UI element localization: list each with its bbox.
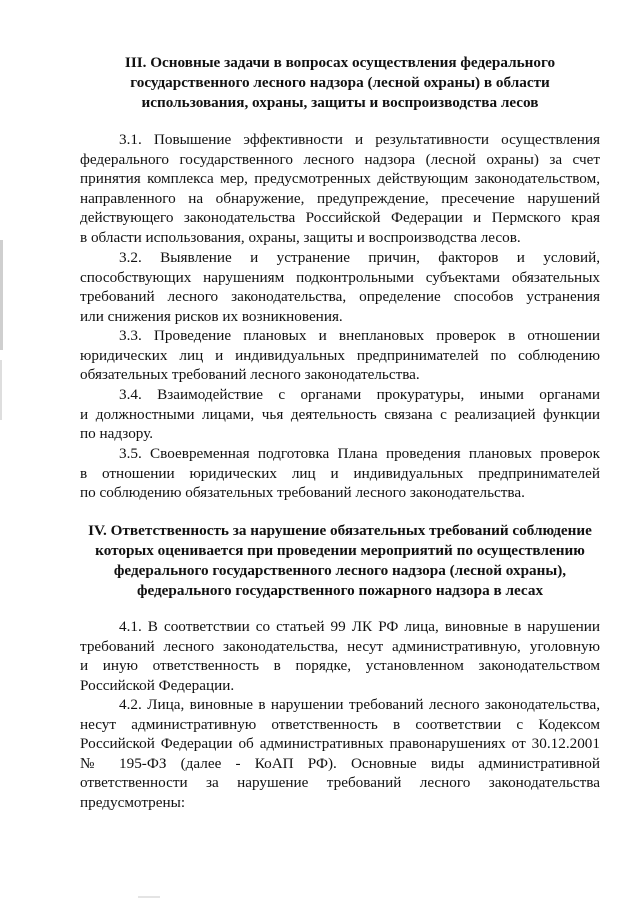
text-line: и должностными лицами, чья деятельность связана с реализацией функции (80, 405, 600, 423)
text-line: или снижения рисков их возникновения. (80, 307, 343, 325)
paragraph-3-2 (80, 248, 600, 326)
heading-line: государственного лесного надзора (лесной охраны) в области (130, 74, 550, 91)
scan-margin-mark (0, 240, 3, 350)
heading-line: использования, охраны, защиты и воспроизводства лесов (141, 94, 539, 111)
section-4-heading (80, 521, 600, 601)
text-line: действующего законодательства Российской Федерации и Пермского края (80, 209, 600, 227)
paragraph-3-1 (80, 130, 600, 248)
text-line: по соблюдению обязательных требований лесного законодательства. (80, 484, 525, 502)
text-line: 3.2. Выявление и устранение причин, факторов и условий, (119, 249, 600, 266)
paragraph-3-4 (80, 385, 600, 444)
text-line: направленного на обнаружение, предупреждение, пресечение нарушений (80, 189, 600, 207)
text-line: в отношении юридических лиц и индивидуальных предпринимателей (80, 464, 600, 482)
paragraph-3-3 (80, 326, 600, 385)
text-line: 3.4. Взаимодействие с органами прокуратуры, иными органами (119, 386, 600, 403)
text-line: по надзору. (80, 425, 154, 443)
text-line: 4.1. В соответствии со статьей 99 ЛК РФ лица, виновные в нарушении (119, 618, 600, 635)
heading-line: федерального государственного лесного надзора (лесной охраны), (113, 562, 567, 579)
text-line: обязательных требований лесного законодательства. (80, 366, 420, 384)
text-line: требований лесного законодательства, несут административную, уголовную (80, 637, 600, 655)
section-3-heading (80, 53, 600, 113)
text-line: несут административную ответственность в соответствии с Кодексом (80, 715, 600, 733)
text-line: 4.2. Лица, виновные в нарушении требований лесного законодательства, (119, 696, 600, 713)
text-line: № 195-ФЗ (далее - КоАП РФ). Основные виды административной (80, 754, 600, 772)
text-line: способствующих нарушениям подконтрольными субъектами обязательных (80, 268, 600, 286)
text-line: в области использования, охраны, защиты и воспроизводства лесов. (80, 228, 521, 246)
scan-speck (138, 896, 160, 898)
text-line: ответственности за нарушение требований лесного законодательства (80, 774, 600, 792)
scan-margin-mark (0, 360, 2, 420)
text-line: федерального государственного лесного надзора (лесной охраны) за счет (80, 150, 600, 168)
heading-line: федерального государственного пожарного надзора в лесах (136, 582, 544, 599)
text-line: предусмотрены: (80, 793, 186, 811)
text-line: принятия комплекса мер, предусмотренных действующим законодательством, (80, 170, 600, 188)
paragraph-4-2 (80, 695, 600, 813)
text-line: требований лесного законодательства, определение способов устранения (80, 288, 600, 306)
text-line: юридических лиц и индивидуальных предпринимателей по соблюдению (80, 346, 600, 364)
text-line: Российской Федерации об административных правонарушениях от 30.12.2001 (80, 735, 600, 753)
text-line: 3.5. Своевременная подготовка Плана проведения плановых проверок (119, 445, 600, 462)
text-line: 3.3. Проведение плановых и внеплановых проверок в отношении (119, 327, 600, 344)
heading-line: IV. Ответственность за нарушение обязательных требований соблюдение (88, 522, 592, 539)
heading-line: которых оценивается при проведении мероприятий по осуществлению (95, 542, 585, 559)
paragraph-4-1 (80, 617, 600, 695)
text-line: и иную ответственность в порядке, установленном законодательством (80, 657, 600, 675)
text-line: Российской Федерации. (80, 676, 235, 694)
heading-line: III. Основные задачи в вопросах осуществления федерального (124, 54, 556, 71)
text-line: 3.1. Повышение эффективности и результативности осуществления (119, 131, 600, 148)
paragraph-3-5 (80, 444, 600, 503)
